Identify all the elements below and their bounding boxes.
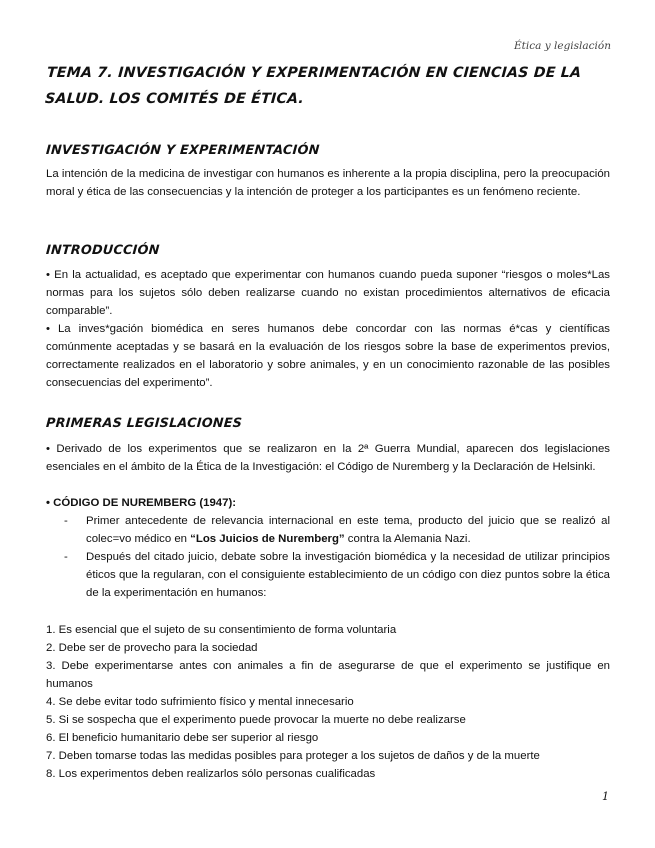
paragraph-introduccion-bullet-2: • La inves*gación biomédica en seres humanos debe concordar con las normas é*cas y científicas comúnmente aceptadas y se basará en la evaluación de los riesgos sobre la base de experimentos previos, correctamente realizados en el laboratorio y sobre animales, y en un conocimiento razonable de las posibles consecuencias del experimento”. [46,323,610,389]
document-header-subject: Ética y legislación [514,40,611,52]
paragraph-investigacion: La intención de la medicina de investigar con humanos es inherente a la propia disciplina, pero la preocupación moral y ética de las consecuencias y la intención de proteger a los participantes es un fenómeno reciente. [46,168,610,198]
paragraph-legislaciones: • Derivado de los experimentos que se realizaron en la 2ª Guerra Mundial, aparecen dos legislaciones esenciales en el ámbito de la Ética de la Investigación: el Código de Nuremberg y la Declaración de Helsinki. [46,443,610,473]
numbered-point-7: 7. Deben tomarse todas las medidas posibles para proteger a los sujetos de daños y de la muerte [46,750,540,762]
list-item-nuremberg-1 [64,512,610,548]
numbered-point-8: 8. Los experimentos deben realizarlos sólo personas cualificadas [46,768,376,780]
section-heading-legislaciones: PRIMERAS LEGISLACIONES [45,416,243,431]
section-heading-investigacion: INVESTIGACIÓN Y EXPERIMENTACIÓN [45,143,321,158]
paragraph-introduccion-bullet-1: • En la actualidad, es aceptado que experimentar con humanos cuando pueda suponer “riesgos o moles*Las normas para los sujetos sólo deben realizarse cuando no existan procedimientos alternativos de eficacia comparable”. [46,269,610,317]
numbered-point-1: 1. Es esencial que el sujeto de su consentimiento de forma voluntaria [46,624,397,636]
page-title: TEMA 7. INVESTIGACIÓN Y EXPERIMENTACIÓN EN CIENCIAS DE LA SALUD. LOS COMITÉS DE ÉTICA. [44,65,582,107]
section-heading-introduccion: INTRODUCCIÓN [45,243,161,258]
numbered-point-3: 3. Debe experimentarse antes con animales a fin de asegurarse de que el experimento se justifique en humanos [46,660,610,690]
numbered-point-4: 4. Se debe evitar todo sufrimiento físico y mental innecesario [46,696,354,708]
dash-marker: - [64,515,68,527]
numbered-point-5: 5. Si se sospecha que el experimento puede provocar la muerte no debe realizarse [46,714,466,726]
list-item-text: Primer antecedente de relevancia internacional en este tema, producto del juicio que se realizó al colec=vo médico en “Los Juicios de Nuremberg” contra la Alemania Nazi. [86,515,610,545]
numbered-point-6: 6. El beneficio humanitario debe ser superior al riesgo [46,732,319,744]
bold-emphasis: “Los Juicios de Nuremberg” [190,533,345,545]
dash-marker: - [64,551,68,563]
list-item-nuremberg-2 [64,548,610,602]
section-heading-nuremberg: • CÓDIGO DE NUREMBERG (1947): [46,497,237,509]
numbered-point-2: 2. Debe ser de provecho para la sociedad [46,642,258,654]
list-item-text: Después del citado juicio, debate sobre la investigación biomédica y la necesidad de utilizar principios éticos que la regularan, con el consiguiente establecimiento de un código con diez puntos sobre la ética de la experimentación en humanos: [86,551,610,599]
page-number: 1 [602,790,609,803]
